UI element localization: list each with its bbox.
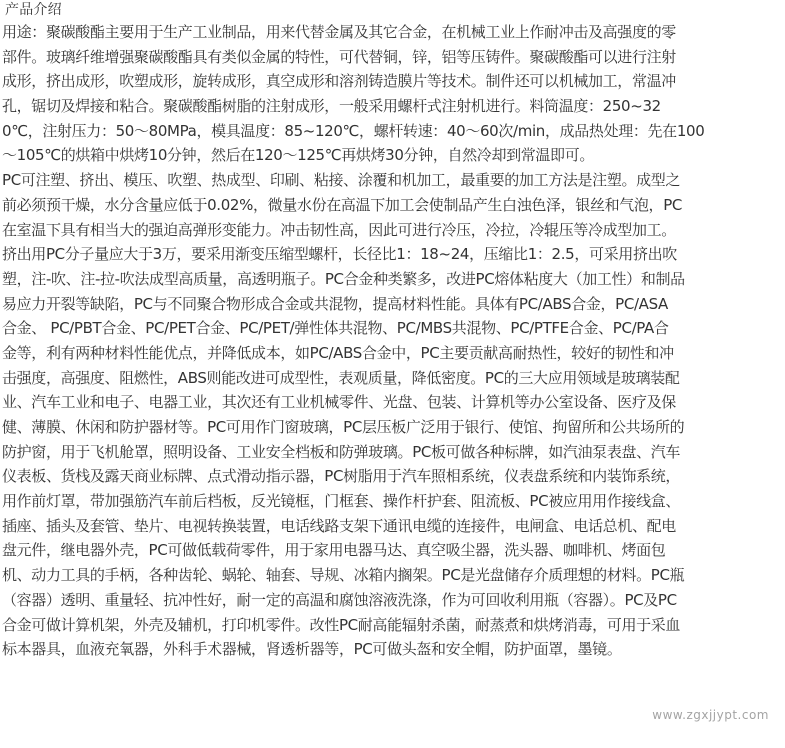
text-line: 防护窗，用于飞机舱罩，照明设备、工业安全档板和防弹玻璃。PC板可做各种标牌，如汽油泵表盘、汽车 <box>2 442 681 461</box>
text-line: 标本器具，血液充氧器，外科手术器械，肾透析器等，PC可做头盔和安全帽，防护面罩，墨镜。 <box>2 640 622 659</box>
text-line: 在室温下具有相当大的强迫高弹形变能力。冲击韧性高，因此可进行冷压，冷拉，冷辊压等冷成型加工。 <box>2 220 676 239</box>
text-line: 挤出用PC分子量应大于3万，要采用渐变压缩型螺杆，长径比1：18~24，压缩比1：2.5，可采用挤出吹 <box>2 245 677 264</box>
product-description <box>2 0 780 662</box>
text-line: 前必须预干燥，水分含量应低于0.02%，微量水份在高温下加工会使制品产生白浊色泽，银丝和气泡，PC <box>2 195 683 214</box>
text-line: 0℃，注射压力：50～80MPa，模具温度：85~120℃，螺杆转速：40～60次/min，成品热处理：先在100 <box>2 121 705 140</box>
processing-paragraph <box>2 168 780 662</box>
text-line: 成形，挤出成形，吹塑成形，旋转成形，真空成形和溶剂铸造膜片等技术。制件还可以机械加工，常温冲 <box>2 72 676 91</box>
usage-paragraph <box>2 20 780 168</box>
text-line: 易应力开裂等缺陷，PC与不同聚合物形成合金或共混物，提高材料性能。具体有PC/ABS合金，PC/ASA <box>2 294 668 313</box>
text-line: 部件。玻璃纤维增强聚碳酸酯具有类似金属的特性，可代替铜，锌，铝等压铸件。聚碳酸酯可以进行注射 <box>2 47 676 66</box>
text-line: 击强度，高强度、阻燃性，ABS则能改进可成型性，表观质量，降低密度。PC的三大应用领域是玻璃装配 <box>2 368 680 387</box>
text-line: 用作前灯罩，带加强筋汽车前后档板，反光镜框，门框套、操作杆护套、阻流板、PC被应用用作接线盒、 <box>2 492 681 511</box>
text-line: 合金可做计算机架，外壳及辅机，打印机零件。改性PC耐高能辐射杀菌，耐蒸煮和烘烤消毒，可用于采血 <box>2 615 681 634</box>
text-line: 业、汽车工业和电子、电器工业，其次还有工业机械零件、光盘、包装、计算机等办公室设备、医疗及保 <box>2 393 676 412</box>
text-line: （容器）透明、重量轻、抗冲性好，耐一定的高温和腐蚀溶液洗涤，作为可回收利用瓶（容器）。PC及PC <box>2 590 677 609</box>
text-line: 金等，利有两种材料性能优点，并降低成本，如PC/ABS合金中，PC主要贡献高耐热性，较好的韧性和冲 <box>2 343 674 362</box>
text-line: 盘元件，继电器外壳，PC可做低载荷零件，用于家用电器马达、真空吸尘器，洗头器、咖啡机、烤面包 <box>2 541 666 560</box>
text-line: 孔，锯切及焊接和粘合。聚碳酸酯树脂的注射成形，一般采用螺杆式注射机进行。料筒温度：250~32 <box>2 97 661 116</box>
section-title: 产品介绍 <box>5 2 62 18</box>
text-line: 插座、插头及套管、垫片、电视转换装置，电话线路支架下通讯电缆的连接件，电闸盒、电话总机、配电 <box>2 516 676 535</box>
text-line: 健、薄膜、休闲和防护器材等。PC可用作门窗玻璃，PC层压板广泛用于银行、使馆、拘留所和公共场所的 <box>2 418 685 436</box>
text-line: 合金、 PC/PBT合金、PC/PET合金、PC/PET/弹性体共混物、PC/MBS共混物、PC/PTFE合金、PC/PA合 <box>2 319 669 338</box>
text-line: 机、动力工具的手柄，各种齿轮、蜗轮、轴套、导规、冰箱内搁架。PC是光盘储存介质理想的材料。PC瓶 <box>2 566 685 585</box>
site-watermark: www.zgxjjypt.com <box>652 708 769 722</box>
text-line: ～105℃的烘箱中烘烤10分钟，然后在120～125℃再烘烤30分钟，自然冷却到常温即可。 <box>2 146 595 165</box>
text-line: 塑，注-吹、注-拉-吹法成型高质量，高透明瓶子。PC合金种类繁多，改进PC熔体粘度大（加工性）和制品 <box>2 269 685 288</box>
text-line: 仪表板、货栈及露天商业标牌、点式滑动指示器，PC树脂用于汽车照相系统，仪表盘系统和内装饰系统， <box>2 467 681 486</box>
text-line: PC可注塑、挤出、模压、吹塑、热成型、印刷、粘接、涂覆和机加工，最重要的加工方法是注塑。成型之 <box>2 171 681 190</box>
text-line: 用途：聚碳酸酯主要用于生产工业制品，用来代替金属及其它合金，在机械工业上作耐冲击及高强度的零 <box>2 23 676 41</box>
